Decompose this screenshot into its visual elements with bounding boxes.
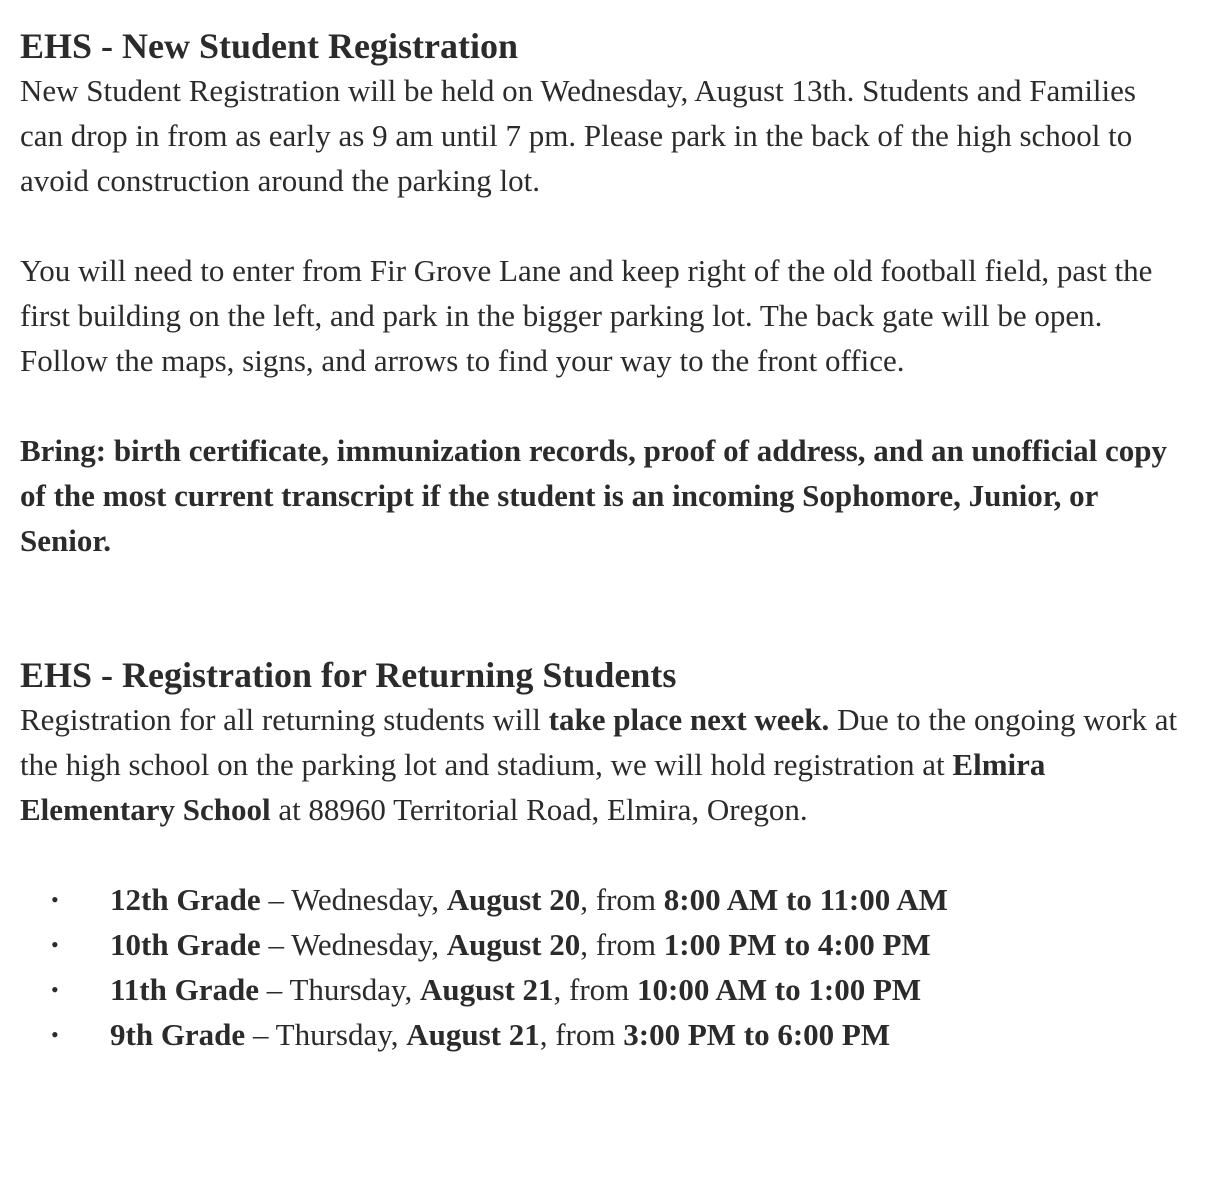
schedule-date: August 21 <box>420 972 554 1007</box>
schedule-from: , from <box>580 927 664 962</box>
new-student-title: EHS - New Student Registration <box>20 26 519 66</box>
new-student-paragraph-2: You will need to enter from Fir Grove Lane and keep right of the old football field, past the first building on the left, and park in the bigger parking lot. The back gate will be open. Follow the maps, signs, and arrows to find your way to the front office. <box>20 253 1153 378</box>
bring-list-text: Bring: birth certificate, immunization records, proof of address, and an unofficial copy of the most current transcript if the student is an incoming Sophomore, Junior, or Senior. <box>20 433 1167 558</box>
schedule-grade: 11th Grade <box>110 972 259 1007</box>
returning-text-bold-2: Elmira Elementary School <box>20 747 1046 827</box>
spacer <box>20 563 1186 653</box>
bullet-icon: • <box>51 932 59 957</box>
schedule-grade: 10th Grade <box>110 927 261 962</box>
schedule-time: 10:00 AM to 1:00 PM <box>637 972 922 1007</box>
schedule-sep: – <box>258 972 290 1007</box>
schedule-date: August 20 <box>446 882 581 917</box>
returning-text-3: at 88960 Territorial Road, Elmira, Oregon. <box>270 792 808 827</box>
schedule-date: August 20 <box>446 927 581 962</box>
spacer <box>20 203 1186 248</box>
returning-students-title: EHS - Registration for Returning Students <box>20 655 677 695</box>
schedule-grade: 12th Grade <box>110 882 261 917</box>
returning-text-1: Registration for all returning students will <box>20 702 549 737</box>
bullet-icon: • <box>51 977 59 1002</box>
spacer <box>20 832 1186 877</box>
schedule-item <box>20 877 1186 922</box>
schedule-from: , from <box>539 1017 624 1052</box>
schedule-day: Wednesday, <box>291 882 447 917</box>
schedule-date: August 21 <box>406 1017 540 1052</box>
schedule-time: 1:00 PM to 4:00 PM <box>663 927 931 962</box>
returning-students-paragraph <box>20 697 1186 832</box>
returning-text-bold-1: take place next week. <box>548 702 830 737</box>
schedule-day: Thursday, <box>289 972 421 1007</box>
spacer <box>20 383 1186 428</box>
schedule-sep: – <box>260 882 292 917</box>
schedule-item <box>20 967 1186 1012</box>
grade-schedule-list <box>20 877 1186 1057</box>
schedule-from: , from <box>553 972 638 1007</box>
schedule-from: , from <box>580 882 664 917</box>
returning-text-2: Due to the ongoing work at the high school on the parking lot and stadium, we will hold registration at <box>20 702 1178 782</box>
new-student-paragraph-1: New Student Registration will be held on Wednesday, August 13th. Students and Families can drop in from as early as 9 am until 7 pm. Please park in the back of the high school to avoid construction around the parking lot. <box>20 73 1136 198</box>
schedule-item <box>20 922 1186 967</box>
schedule-sep: – <box>245 1017 276 1052</box>
schedule-time: 3:00 PM to 6:00 PM <box>623 1017 891 1052</box>
schedule-day: Thursday, <box>275 1017 407 1052</box>
schedule-sep: – <box>260 927 292 962</box>
schedule-item <box>20 1012 1186 1057</box>
schedule-time: 8:00 AM to 11:00 AM <box>663 882 948 917</box>
schedule-grade: 9th Grade <box>110 1017 246 1052</box>
schedule-day: Wednesday, <box>291 927 447 962</box>
bullet-icon: • <box>51 887 59 912</box>
bullet-icon: • <box>51 1022 59 1047</box>
